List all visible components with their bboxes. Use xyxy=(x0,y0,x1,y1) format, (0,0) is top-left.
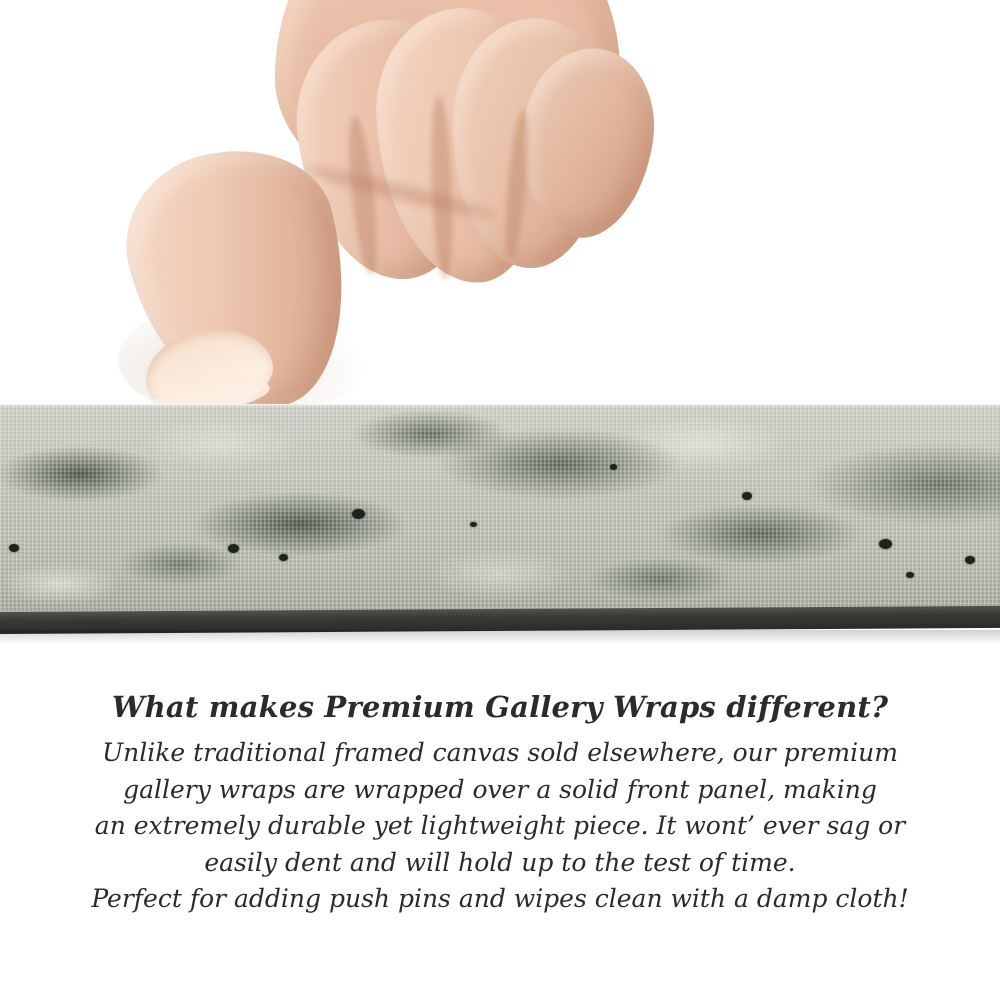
caption-line: an extremely durable yet lightweight piece. It wont’ ever sag or xyxy=(94,811,906,840)
canvas-weave-texture xyxy=(0,404,1000,616)
canvas-speck xyxy=(279,554,288,561)
canvas-speck xyxy=(742,492,752,500)
hand-photo xyxy=(0,0,1000,410)
caption-line: gallery wraps are wrapped over a solid front panel, making xyxy=(123,774,877,804)
canvas-speck xyxy=(352,509,365,519)
caption-line: Unlike traditional framed canvas sold elsewhere, our premium xyxy=(102,738,898,767)
canvas-speck xyxy=(879,539,892,549)
caption-heading: What makes Premium Gallery Wraps different? xyxy=(111,690,889,724)
caption-line: easily dent and will hold up to the test of time. xyxy=(204,847,796,877)
canvas-speck xyxy=(610,464,617,470)
canvas-top-highlight xyxy=(0,404,1000,407)
caption-block xyxy=(0,690,1000,918)
canvas-speck xyxy=(228,544,239,553)
caption-line: Perfect for adding push pins and wipes clean with a damp cloth! xyxy=(91,884,909,913)
canvas-wrap-edge xyxy=(0,404,1000,616)
canvas-speck xyxy=(9,544,19,552)
canvas-speck xyxy=(906,572,914,578)
canvas-speck xyxy=(965,556,975,564)
canvas-drop-shadow xyxy=(0,630,1000,644)
canvas-speck xyxy=(470,522,477,527)
